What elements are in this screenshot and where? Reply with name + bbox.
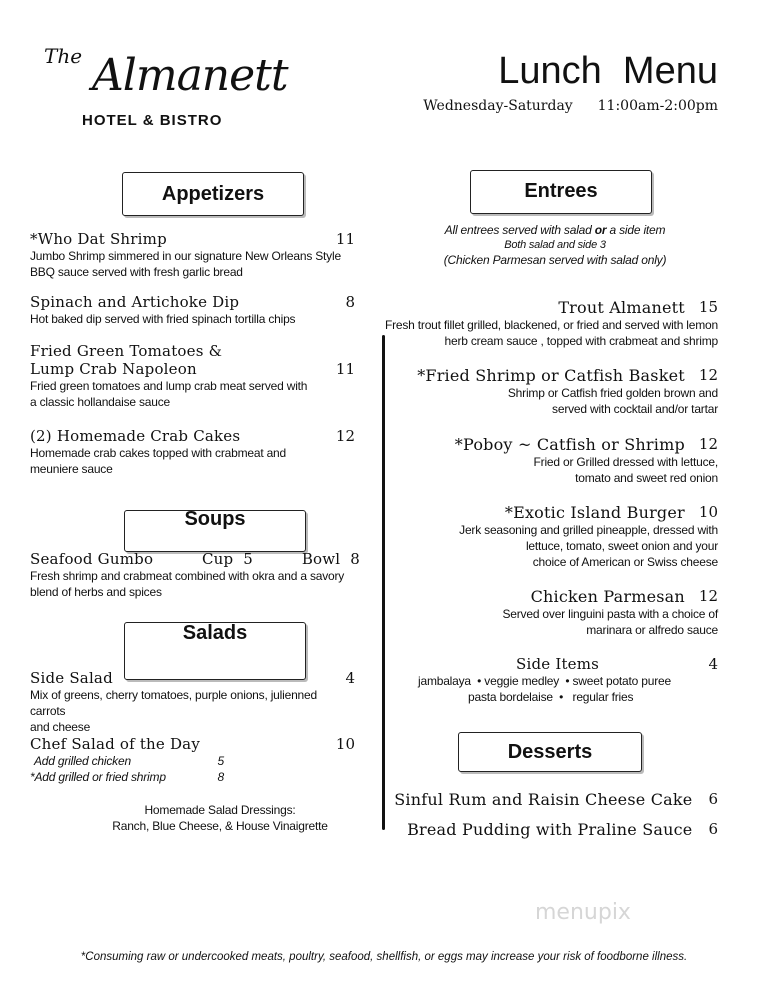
menu-item: *Poboy ~ Catfish or Shrimp 12 Fried or Grilled dressed with lettuce, tomato and sweet red onion — [454, 435, 718, 485]
menu-item: Seafood Gumbo Cup 5 Bowl 8 Fresh shrimp and crabmeat combined with okra and a savory blend of herbs and spices — [30, 550, 360, 599]
menu-item: *Who Dat Shrimp 11 Jumbo Shrimp simmered in our signature New Orleans Style BBQ sauce served with fresh garlic bread — [30, 230, 355, 279]
menu-days: Wednesday-Saturday — [423, 98, 573, 114]
logo-name: Almanett — [92, 50, 288, 101]
menu-item: Chicken Parmesan 12 Served over linguini pasta with a choice of marinara or alfredo sauce — [502, 587, 718, 637]
side-items: Side Items 4 jambalaya • veggie medley • sweet potato puree pasta bordelaise • regular fries — [418, 655, 718, 704]
appetizers-heading: Appetizers — [122, 172, 304, 216]
menu-item: *Fried Shrimp or Catfish Basket 12 Shrimp or Catfish fried golden brown and served with cocktail and/or tartar — [417, 366, 718, 416]
menu-item: Chef Salad of the Day 10 Add grilled chicken 5 *Add grilled or fried shrimp 8 — [30, 735, 355, 784]
menu-title: Lunch Menu — [498, 50, 718, 92]
salads-heading: Salads — [124, 622, 306, 680]
entrees-heading: Entrees — [470, 170, 652, 214]
logo — [40, 40, 290, 130]
dressings-list: Ranch, Blue Cheese, & House Vinaigrette — [112, 819, 328, 833]
menu-item: *Exotic Island Burger 10 Jerk seasoning and grilled pineapple, dressed with lettuce, tomato, sweet onion and your choice of American or Swiss cheese — [459, 503, 718, 569]
menu-item: Spinach and Artichoke Dip 8 Hot baked dip served with fried spinach tortilla chips — [30, 293, 355, 326]
soups-heading: Soups — [124, 510, 306, 552]
menu-hours — [423, 98, 718, 114]
menu-item: Trout Almanett 15 Fresh trout fillet grilled, blackened, or fried and served with lemon herb cream sauce , topped with crabmeat and shrimp — [384, 298, 718, 348]
menu-item: Fried Green Tomatoes & Lump Crab Napoleon 11 Fried green tomatoes and lump crab meat served with a classic hollandaise sauce — [30, 342, 355, 409]
logo-the: The — [44, 44, 83, 68]
menu-times: 11:00am-2:00pm — [597, 98, 718, 114]
footer-disclaimer: *Consuming raw or undercooked meats, poultry, seafood, shellfish, or eggs may increase your risk of foodborne illness. — [80, 951, 688, 963]
menu-item: Side Salad 4 Mix of greens, cherry tomatoes, purple onions, julienned carrots and cheese — [30, 669, 355, 734]
dessert-item: Sinful Rum and Raisin Cheese Cake 6 — [394, 790, 718, 809]
entrees-note: All entrees served with salad or a side item Both salad and side 3 (Chicken Parmesan served with salad only) — [443, 223, 667, 267]
dessert-item: Bread Pudding with Praline Sauce 6 — [407, 820, 718, 839]
logo-subtitle: HOTEL & BISTRO — [82, 112, 223, 129]
menu-item: (2) Homemade Crab Cakes 12 Homemade crab cakes topped with crabmeat and meuniere sauce — [30, 427, 355, 476]
watermark: menupix — [535, 900, 631, 925]
desserts-heading: Desserts — [458, 732, 642, 772]
dressings-title: Homemade Salad Dressings: — [144, 803, 296, 817]
